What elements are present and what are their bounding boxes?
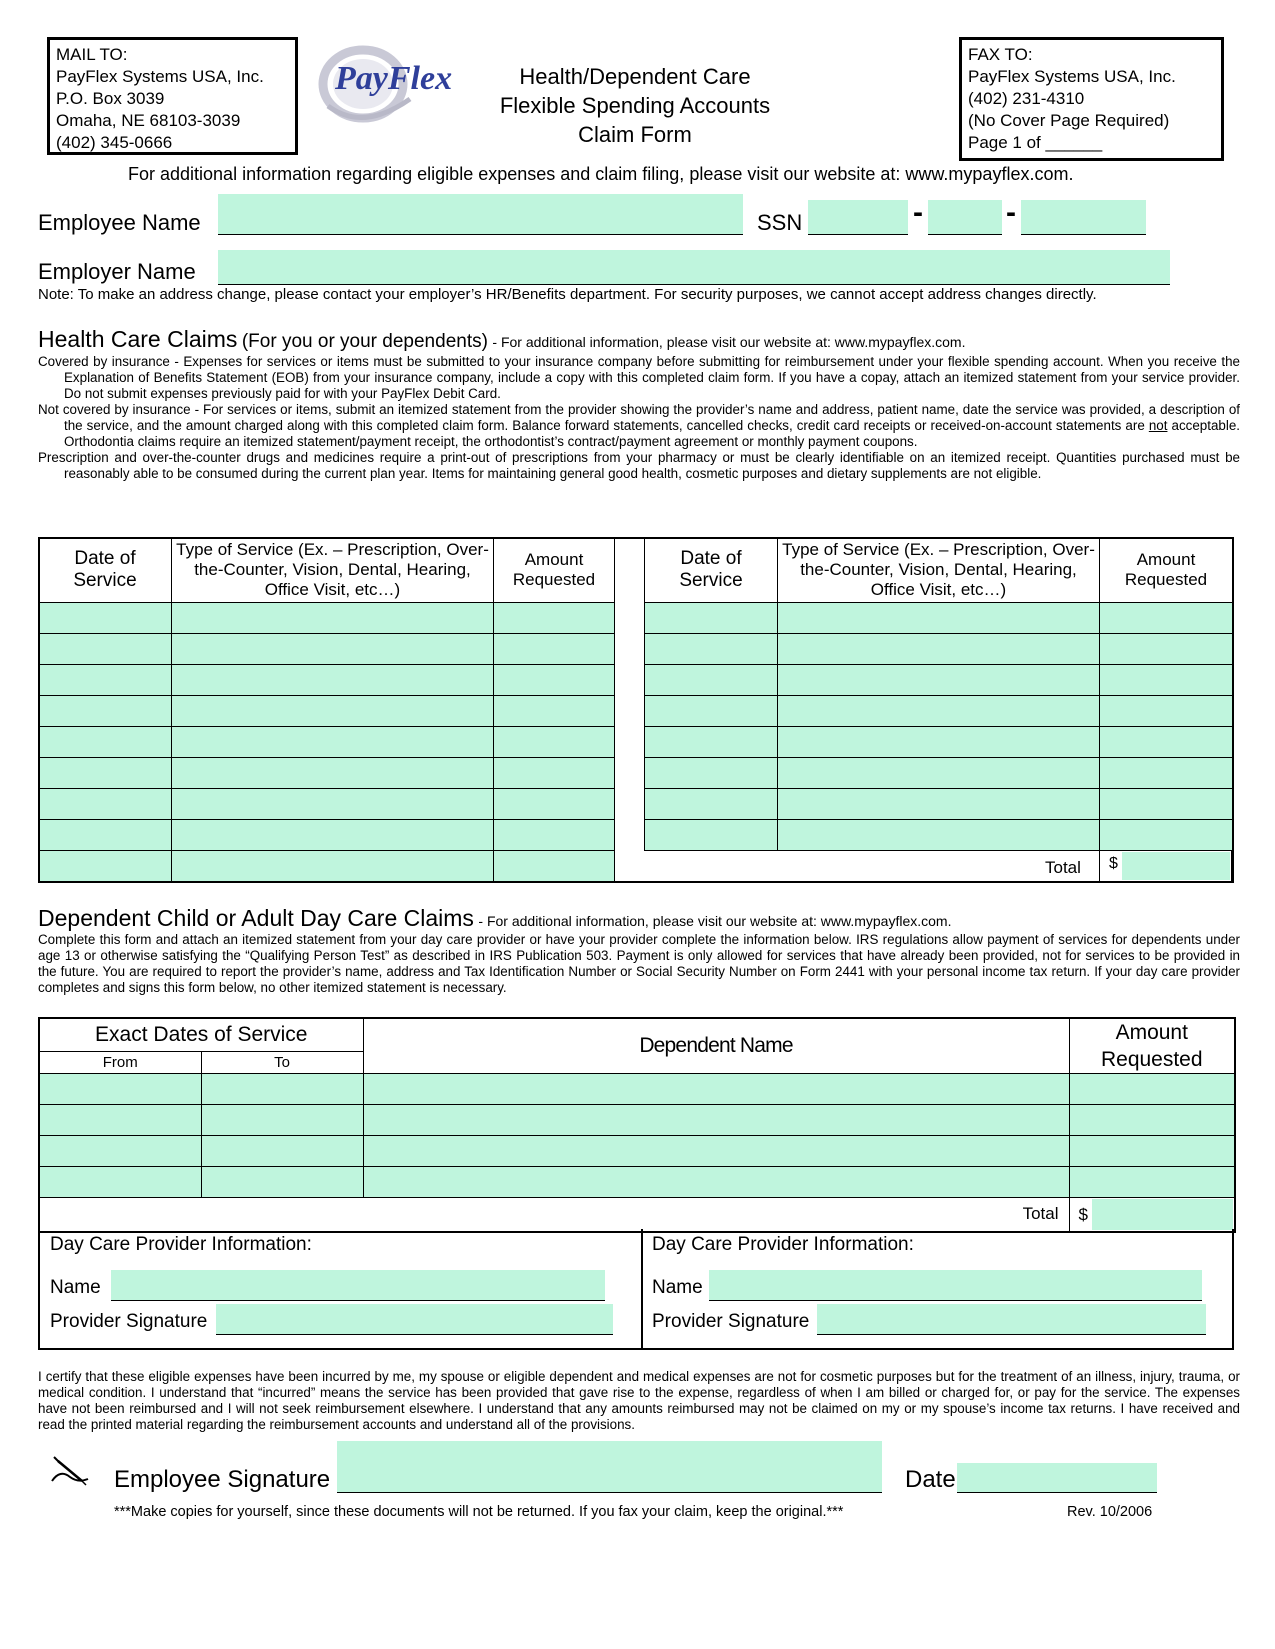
daycare-dependent-cell[interactable] [363, 1167, 1069, 1198]
health-instructions [38, 354, 1240, 482]
fax-company: PayFlex Systems USA, Inc. [968, 67, 1176, 86]
health-amount-cell[interactable] [494, 820, 615, 851]
daycare-dependent-cell[interactable] [363, 1105, 1069, 1136]
health-type-cell[interactable] [172, 727, 494, 758]
employee-name-label: Employee Name [38, 210, 201, 235]
health-total-field[interactable] [1122, 852, 1230, 880]
health-date-cell[interactable] [645, 820, 778, 851]
health-date-cell[interactable] [39, 789, 172, 820]
health-more: - For additional information, please visit our website at: www.mypayflex.com. [492, 334, 966, 350]
daycare-to-cell[interactable] [201, 1136, 363, 1167]
provider-name-field-2[interactable] [709, 1270, 1202, 1301]
ssn-label: SSN [757, 210, 803, 235]
daycare-title: Dependent Child or Adult Day Care Claims [38, 905, 474, 931]
ssn-separator-2: - [1006, 196, 1016, 229]
provider-name-field-1[interactable] [111, 1270, 605, 1301]
health-total-dollar: $ [1109, 855, 1118, 872]
ssn-separator-1: - [913, 196, 923, 229]
health-date-cell[interactable] [39, 696, 172, 727]
daycare-dependent-cell[interactable] [363, 1074, 1069, 1105]
health-amount-cell[interactable] [1100, 696, 1233, 727]
provider-info-label-2: Day Care Provider Information: [652, 1234, 914, 1255]
health-date-cell[interactable] [39, 851, 172, 882]
col-from: From [39, 1051, 201, 1073]
provider-info-label-1: Day Care Provider Information: [50, 1234, 312, 1255]
health-amount-cell[interactable] [494, 634, 615, 665]
health-date-cell[interactable] [39, 758, 172, 789]
mail-address1: P.O. Box 3039 [56, 89, 165, 108]
health-amount-cell[interactable] [494, 665, 615, 696]
daycare-to-cell[interactable] [201, 1105, 363, 1136]
health-claims-table-right [644, 537, 1233, 851]
col-type-of-service: Type of Service (Ex. – Prescription, Over-the-Counter, Vision, Dental, Hearing, Office Visit, etc…) [778, 538, 1100, 603]
certification-statement: I certify that these eligible expenses have been incurred by me, my spouse or eligible dependent and medical expenses are not for cosmetic purposes but for the treatment of an illness, injury, trauma, or medical condition. I understand that “incurred” means the service has been provided that gave rise to the expense, regardless of when I am billed or charged for, or pay for the service. The expenses have not been reimbursed and I will not seek reimbursement elsewhere. I understand that any amounts reimbursed may not be claimed on my or my spouse’s income tax returns. I have received and read the printed material regarding the reimbursement accounts and understand all of the provisions. [38, 1369, 1240, 1432]
fax-title: FAX TO: [968, 45, 1033, 64]
employee-signature-field[interactable] [337, 1441, 882, 1493]
health-heading [38, 326, 965, 353]
provider-signature-field-2[interactable] [817, 1304, 1206, 1335]
provider-signature-label-2: Provider Signature [652, 1311, 810, 1332]
health-type-cell[interactable] [778, 789, 1100, 820]
health-amount-cell[interactable] [1100, 727, 1233, 758]
daycare-amount-cell[interactable] [1069, 1167, 1235, 1198]
health-type-cell[interactable] [778, 820, 1100, 851]
employer-name-field[interactable] [218, 250, 1170, 285]
provider-signature-label-1: Provider Signature [50, 1311, 208, 1332]
daycare-to-cell[interactable] [201, 1074, 363, 1105]
health-amount-cell[interactable] [1100, 820, 1233, 851]
provider-name-label-1: Name [50, 1277, 101, 1298]
col-daycare-amount: Amount Requested [1069, 1018, 1235, 1074]
health-type-cell[interactable] [778, 727, 1100, 758]
fax-to-box [959, 37, 1224, 161]
health-date-cell[interactable] [645, 789, 778, 820]
fax-note: (No Cover Page Required) [968, 111, 1170, 130]
health-type-cell[interactable] [172, 851, 494, 882]
employer-name-label: Employer Name [38, 259, 196, 284]
health-date-cell[interactable] [645, 727, 778, 758]
daycare-dependent-cell[interactable] [363, 1136, 1069, 1167]
daycare-amount-cell[interactable] [1069, 1136, 1235, 1167]
fax-page: Page 1 of ______ [968, 133, 1103, 152]
health-date-cell[interactable] [39, 820, 172, 851]
col-exact-dates: Exact Dates of Service [39, 1018, 363, 1051]
health-date-cell[interactable] [645, 603, 778, 634]
health-type-cell[interactable] [172, 820, 494, 851]
col-dependent-name: Dependent Name [363, 1018, 1069, 1074]
health-subtitle: (For you or your dependents) [241, 331, 488, 352]
title-line1: Health/Dependent Care [519, 64, 751, 89]
health-date-cell[interactable] [645, 758, 778, 789]
date-label: Date [905, 1466, 956, 1493]
health-type-cell[interactable] [172, 789, 494, 820]
date-field[interactable] [957, 1463, 1157, 1493]
health-not-covered-paragraph: Not covered by insurance - For services or items, submit an itemized statement from the provider showing the provider’s name and address, patient name, date the service was provided, a description of the service, and the amount charged along with this completed claim form. Balance forward statements, cancelled checks, credit card receipts or received-on-account statements are not acceptable. Orthodontia claims require an itemized statement/payment receipt, the orthodontist’s contract/payment agreement or monthly payment coupons. [38, 402, 1240, 449]
health-type-cell[interactable] [778, 634, 1100, 665]
health-covered-paragraph: Covered by insurance - Expenses for services or items must be submitted to your insurance company before submitting for reimbursement under your flexible spending account. When you receive the Explanation of Benefits Statement (EOB) from your insurance company, include a copy with this completed claim form. If you have a copay, attach an itemized statement from your service provider. Do not submit expenses previously paid for with your PayFlex Debit Card. [38, 354, 1240, 401]
address-note: Note: To make an address change, please contact your employer’s HR/Benefits department. For security purposes, we cannot accept address changes directly. [38, 286, 1097, 303]
health-amount-cell[interactable] [1100, 665, 1233, 696]
health-amount-cell[interactable] [494, 696, 615, 727]
health-date-cell[interactable] [645, 696, 778, 727]
health-total-box [1099, 850, 1232, 882]
daycare-from-cell[interactable] [39, 1105, 201, 1136]
health-amount-cell[interactable] [494, 851, 615, 882]
health-date-cell[interactable] [645, 665, 778, 696]
ssn-part2-field[interactable] [928, 200, 1002, 235]
col-type-of-service: Type of Service (Ex. – Prescription, Over-the-Counter, Vision, Dental, Hearing, Office Visit, etc…) [172, 538, 494, 603]
daycare-amount-cell[interactable] [1069, 1074, 1235, 1105]
mail-phone: (402) 345-0666 [56, 133, 173, 152]
health-type-cell[interactable] [778, 665, 1100, 696]
health-amount-cell[interactable] [494, 789, 615, 820]
health-date-cell[interactable] [39, 634, 172, 665]
col-amount-requested: Amount Requested [494, 538, 615, 603]
health-type-cell[interactable] [172, 634, 494, 665]
mail-address2: Omaha, NE 68103-3039 [56, 111, 241, 130]
health-amount-cell[interactable] [494, 727, 615, 758]
copies-note: ***Make copies for yourself, since these documents will not be returned. If you fax your claim, keep the original.*** [114, 1504, 844, 1520]
health-type-cell[interactable] [172, 665, 494, 696]
col-date-of-service: Date of Service [39, 538, 172, 603]
fax-phone: (402) 231-4310 [968, 89, 1085, 108]
mail-to-box [47, 37, 298, 155]
health-type-cell[interactable] [172, 603, 494, 634]
health-total-label: Total [1045, 858, 1081, 877]
ssn-part1-field[interactable] [808, 200, 908, 235]
mail-company: PayFlex Systems USA, Inc. [56, 67, 264, 86]
health-amount-cell[interactable] [1100, 758, 1233, 789]
ssn-part3-field[interactable] [1021, 200, 1146, 235]
employee-signature-label: Employee Signature [114, 1466, 331, 1493]
health-type-cell[interactable] [172, 696, 494, 727]
health-amount-cell[interactable] [1100, 634, 1233, 665]
health-claims-table-left [38, 537, 615, 882]
form-title [460, 62, 810, 149]
daycare-total-box [1069, 1198, 1235, 1232]
health-date-cell[interactable] [39, 665, 172, 696]
health-date-cell[interactable] [39, 727, 172, 758]
daycare-amount-cell[interactable] [1069, 1105, 1235, 1136]
health-type-cell[interactable] [778, 758, 1100, 789]
health-amount-cell[interactable] [494, 603, 615, 634]
title-line3: Claim Form [578, 122, 692, 147]
payflex-logo [318, 44, 468, 134]
mail-title: MAIL TO: [56, 45, 128, 64]
daycare-from-cell[interactable] [39, 1136, 201, 1167]
daycare-claims-table [38, 1017, 1236, 1233]
health-title: Health Care Claims [38, 326, 238, 352]
daycare-total-dollar: $ [1078, 1205, 1088, 1224]
col-amount-requested: Amount Requested [1100, 538, 1233, 603]
health-type-cell[interactable] [778, 603, 1100, 634]
health-type-cell[interactable] [778, 696, 1100, 727]
health-date-cell[interactable] [39, 603, 172, 634]
health-amount-cell[interactable] [1100, 603, 1233, 634]
daycare-total-row [39, 1198, 1069, 1232]
provider-name-label-2: Name [652, 1277, 703, 1298]
revision-date: Rev. 10/2006 [1067, 1504, 1153, 1520]
daycare-heading [38, 905, 951, 932]
col-date-of-service: Date of Service [645, 538, 778, 603]
health-type-cell[interactable] [172, 758, 494, 789]
health-prescription-paragraph: Prescription and over-the-counter drugs and medicines require a print-out of prescriptions from your pharmacy or must be clearly identifiable on an itemized receipt. Quantities purchased must be reasonably able to be consumed during the current plan year. Items for maintaining general good health, cosmetic purposes and dietary supplements are not eligible. [38, 450, 1240, 481]
health-amount-cell[interactable] [494, 758, 615, 789]
title-line2: Flexible Spending Accounts [499, 93, 771, 118]
provider-divider [641, 1229, 643, 1348]
health-amount-cell[interactable] [1100, 789, 1233, 820]
daycare-from-cell[interactable] [39, 1074, 201, 1105]
pen-signature-icon [48, 1455, 92, 1489]
daycare-total-field[interactable] [1092, 1199, 1234, 1230]
website-note: For additional information regarding eligible expenses and claim filing, please visit our website at: www.mypayflex.com. [128, 164, 1074, 184]
col-to: To [201, 1051, 363, 1073]
employee-name-field[interactable] [218, 194, 743, 235]
logo-text: PayFlex [335, 60, 453, 97]
health-date-cell[interactable] [645, 634, 778, 665]
daycare-instructions: Complete this form and attach an itemized statement from your day care provider or have your provider complete the information below. IRS regulations allow payment of services for dependents under age 13 or otherwise satisfying the “Qualifying Person Test” as described in IRS Publication 503. Payment is only allowed for services that have already been provided, not for services to be provided in the future. You are required to report the provider’s name, address and Tax Identification Number or Social Security Number on Form 2441 with your personal income tax return. If your day care provider completes and signs this form below, no other itemized statement is necessary. [38, 932, 1240, 995]
daycare-from-cell[interactable] [39, 1167, 201, 1198]
daycare-total-label: Total [1022, 1204, 1059, 1224]
daycare-to-cell[interactable] [201, 1167, 363, 1198]
provider-signature-field-1[interactable] [216, 1304, 613, 1335]
daycare-more: - For additional information, please visit our website at: www.mypayflex.com. [478, 913, 952, 929]
